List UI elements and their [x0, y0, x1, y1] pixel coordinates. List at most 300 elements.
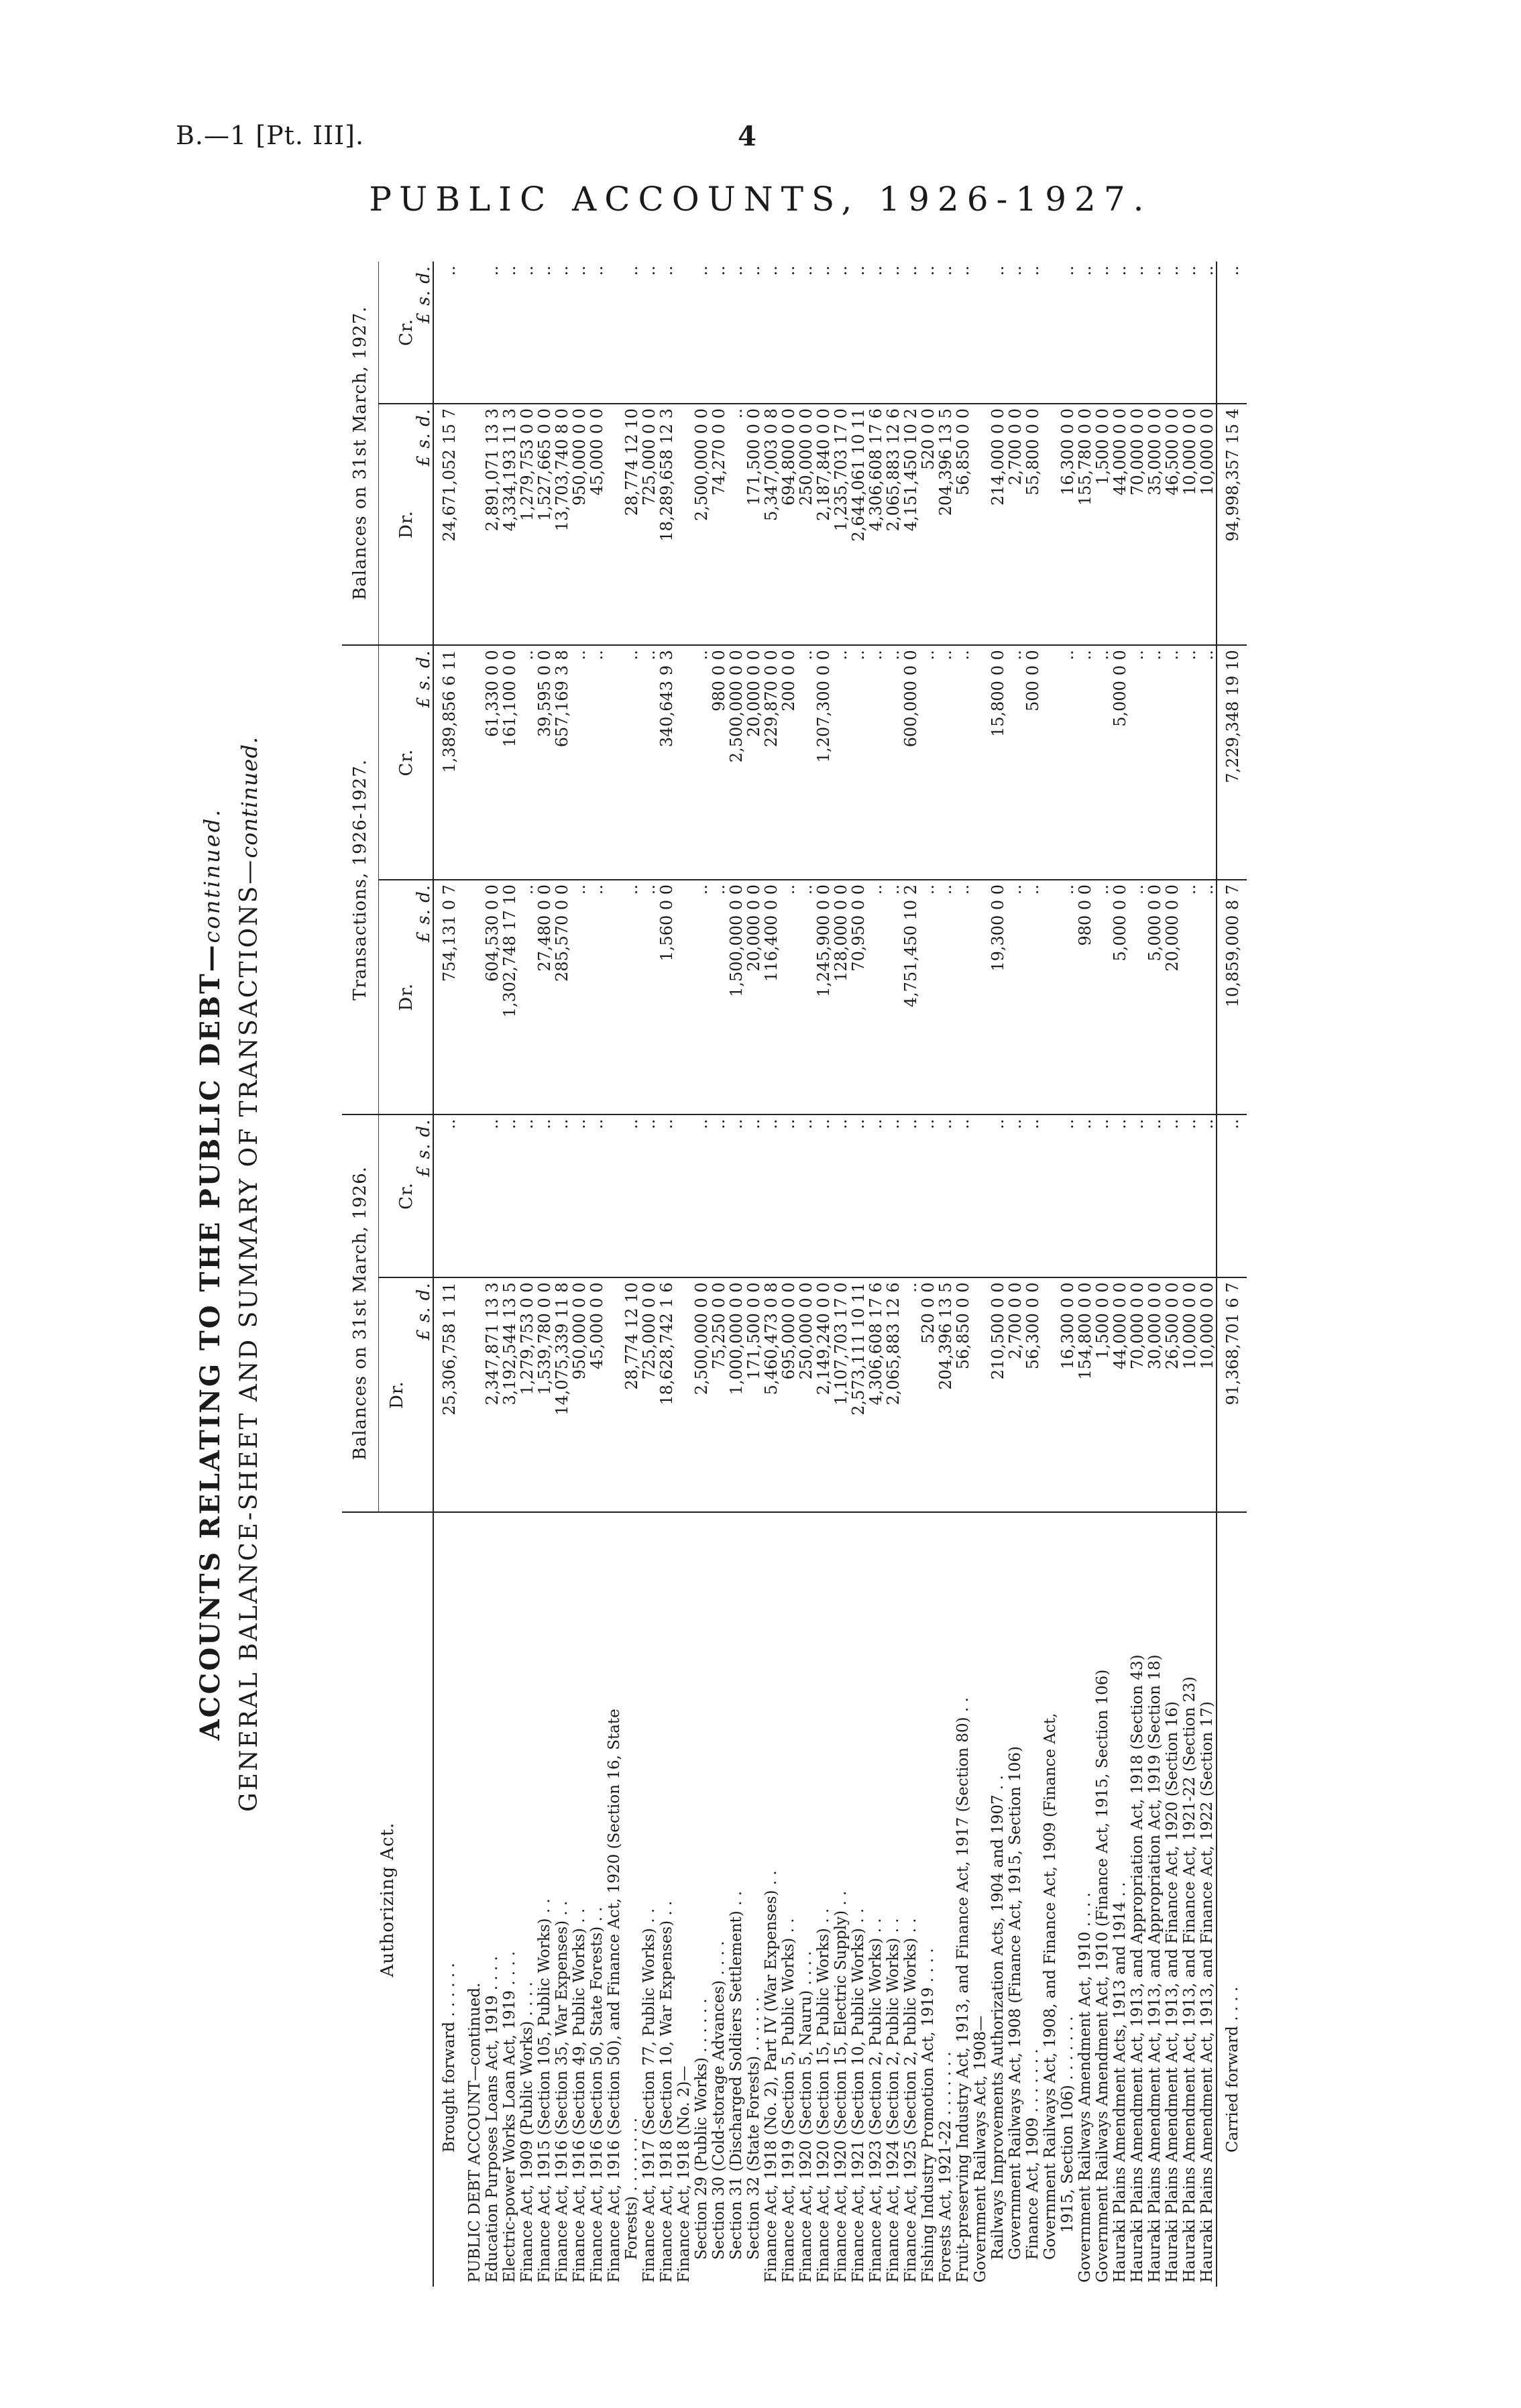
bal-1926-dr-cell — [675, 1277, 693, 1512]
table-row — [693, 262, 710, 2287]
col-header-cr: Cr. — [379, 1114, 416, 1278]
bal-1927-dr-cell: 1,279,753 0 0 — [518, 404, 536, 645]
bal-1926-dr-cell: 25,306,758 1 11 — [433, 1277, 466, 1512]
trans-cr-cell: 15,800 0 0 — [989, 645, 1007, 880]
authorizing-act-cell: 1915, Section 106) . . . . . . . — [1059, 2016, 1076, 2233]
trans-dr-cell: .. — [571, 880, 588, 1114]
trans-dr-cell: 19,300 0 0 — [989, 880, 1007, 1114]
trans-dr-cell: .. — [1007, 880, 1024, 1114]
bal-1927-dr-cell: 214,000 0 0 — [989, 404, 1007, 645]
table-row — [1164, 262, 1181, 2287]
bal-1927-cr-cell: .. — [780, 262, 797, 404]
table-heading — [194, 262, 263, 2287]
bal-1926-dr-cell: 75,250 0 0 — [710, 1277, 728, 1512]
bal-1927-cr-cell: .. — [815, 262, 832, 404]
authorizing-act-cell: Government Railways Act, 1908 (Finance Act, 1915, Section 106) — [1007, 1745, 1024, 2260]
bal-1926-dr-cell: 28,774 12 10 — [623, 1277, 640, 1512]
trans-dr-cell: .. — [1094, 880, 1111, 1114]
bal-1926-dr-cell: 30,000 0 0 — [1146, 1277, 1164, 1512]
bal-1927-dr-cell: 44,000 0 0 — [1111, 404, 1129, 645]
authorizing-act-cell: Hauraki Plains Amendment Act, 1913, and Appropriation Act, 1919 (Section 18) — [1146, 1654, 1164, 2283]
trans-dr-cell: 1,302,748 17 10 — [501, 880, 518, 1114]
trans-cr-cell: .. — [1198, 645, 1217, 880]
trans-dr-cell: .. — [1181, 880, 1198, 1114]
table-row — [623, 262, 640, 2287]
bal-1927-cr-cell: .. — [850, 262, 867, 404]
trans-dr-cell: 116,400 0 0 — [763, 880, 780, 1114]
bal-1927-cr-cell: .. — [710, 262, 728, 404]
trans-dr-cell: 1,500,000 0 0 — [728, 880, 745, 1114]
table-row — [571, 262, 588, 2287]
bal-1927-cr-cell: .. — [1181, 262, 1198, 404]
bal-1927-cr-cell: .. — [640, 262, 658, 404]
bal-1927-dr-cell: 725,000 0 0 — [640, 404, 658, 645]
table-row — [1094, 262, 1111, 2287]
authorizing-act-cell: Finance Act, 1917 (Section 77, Public Works) . . — [640, 1908, 658, 2283]
section-heading-row — [675, 262, 693, 2287]
bal-1926-cr-cell — [675, 1114, 693, 1278]
trans-cr-cell: .. — [640, 645, 658, 880]
bal-1927-cr-cell: .. — [989, 262, 1007, 404]
bal-1927-dr-cell: 18,289,658 12 3 — [658, 404, 675, 645]
authorizing-act-cell: Finance Act, 1918 (Section 10, War Expenses) . . — [658, 1900, 675, 2283]
bal-1926-dr-cell: 56,300 0 0 — [1024, 1277, 1041, 1512]
bal-1927-dr-cell: 4,151,450 10 2 — [902, 404, 919, 645]
trans-cr-cell — [972, 645, 989, 880]
bal-1926-cr-cell: .. — [815, 1114, 832, 1278]
bal-1926-cr-cell — [1041, 1114, 1059, 1278]
trans-cr-cell: .. — [518, 645, 536, 880]
bal-1927-dr-cell: 56,850 0 0 — [954, 404, 972, 645]
bal-1927-dr-cell: 45,000 0 0 — [588, 404, 606, 645]
bal-1926-cr-cell: .. — [1111, 1114, 1129, 1278]
bal-1927-dr-cell: 2,644,061 10 11 — [850, 404, 867, 645]
col-header-balances-1926: Balances on 31st March, 1926. — [342, 1114, 379, 1512]
bal-1926-cr-cell: .. — [885, 1114, 902, 1278]
bal-1926-dr-cell: 4,306,608 17 6 — [867, 1277, 885, 1512]
bal-1927-cr-cell: .. — [728, 262, 745, 404]
bal-1926-cr-cell: .. — [780, 1114, 797, 1278]
bal-1926-dr-cell: 725,000 0 0 — [640, 1277, 658, 1512]
col-header-dr: Dr. — [379, 880, 416, 1114]
col-header-balances-1927: Balances on 31st March, 1927. — [342, 262, 379, 645]
authorizing-act-cell: Finance Act, 1916 (Section 49, Public Works) . . — [571, 1908, 588, 2283]
bal-1926-cr-cell: .. — [693, 1114, 710, 1278]
bal-1927-cr-cell: .. — [1059, 262, 1076, 404]
trans-dr-cell: .. — [954, 880, 972, 1114]
trans-dr-cell: 285,570 0 0 — [553, 880, 571, 1114]
trans-dr-cell: 1,245,900 0 0 — [815, 880, 832, 1114]
bal-1927-dr-cell: 2,700 0 0 — [1007, 404, 1024, 645]
authorizing-act-cell: Electric-power Works Loan Act, 1919 . . . . — [501, 1951, 518, 2283]
trans-cr-cell — [606, 645, 623, 880]
trans-cr-cell: .. — [1076, 645, 1094, 880]
bal-1927-dr-cell — [1041, 404, 1059, 645]
bal-1926-dr-cell: 171,500 0 0 — [745, 1277, 763, 1512]
authorizing-act-cell: Forests Act, 1921-22 . . . . . . . — [937, 2051, 954, 2283]
table-row — [640, 262, 658, 2287]
bal-1926-dr-cell: 18,628,742 1 6 — [658, 1277, 675, 1512]
col-header-cr: Cr. — [379, 262, 416, 404]
trans-cr-cell: 980 0 0 — [710, 645, 728, 880]
trans-cr-cell: .. — [937, 645, 954, 880]
section-heading-row — [972, 262, 989, 2287]
bal-1927-cr-cell: .. — [1076, 262, 1094, 404]
bal-1927-dr-cell: 35,000 0 0 — [1146, 404, 1164, 645]
bal-1927-cr-cell: .. — [745, 262, 763, 404]
total-bal-1927-cr: .. — [1217, 262, 1247, 404]
authorizing-act-cell: Hauraki Plains Amendment Act, 1913, and Finance Act, 1922 (Section 17) — [1198, 1701, 1216, 2283]
page-title: PUBLIC ACCOUNTS, 1926-1927. — [369, 180, 1152, 219]
authorizing-act-cell: Finance Act, 1909 (Public Works) . . . . — [518, 1982, 536, 2283]
authorizing-act-cell: Fruit-preserving Industry Act, 1913, and Finance Act, 1917 (Section 80) . . — [954, 1697, 972, 2283]
bal-1927-dr-cell: 950,000 0 0 — [571, 404, 588, 645]
trans-cr-cell: .. — [588, 645, 606, 880]
bal-1926-dr-cell: 1,107,703 17 0 — [832, 1277, 850, 1512]
trans-cr-cell: 61,330 0 0 — [484, 645, 501, 880]
unit-label: £ s. d. — [415, 1114, 433, 1278]
bal-1926-cr-cell: .. — [1076, 1114, 1094, 1278]
unit-label: £ s. d. — [415, 262, 433, 404]
bal-1927-dr-cell — [675, 404, 693, 645]
authorizing-act-cell: Government Railways Amendment Act, 1910 . . . . — [1076, 1892, 1094, 2283]
authorizing-act-cell: Finance Act, 1921 (Section 10, Public Works) . . — [850, 1908, 867, 2283]
trans-cr-cell: .. — [571, 645, 588, 880]
table-row — [1181, 262, 1198, 2287]
col-header-cr: Cr. — [379, 645, 416, 880]
trans-dr-cell: 4,751,450 10 2 — [902, 880, 919, 1114]
trans-cr-cell: .. — [954, 645, 972, 880]
authorizing-act-cell: Finance Act, 1909 . . . . . . . — [1024, 2049, 1041, 2260]
trans-cr-cell: .. — [1146, 645, 1164, 880]
bal-1927-dr-cell: 155,780 0 0 — [1076, 404, 1094, 645]
table-row — [1111, 262, 1129, 2287]
bal-1926-dr-cell: 44,000 0 0 — [1111, 1277, 1129, 1512]
bal-1926-cr-cell: .. — [902, 1114, 919, 1278]
trans-dr-cell — [466, 880, 484, 1114]
trans-cr-cell: 229,870 0 0 — [763, 645, 780, 880]
bal-1927-dr-cell: 694,800 0 0 — [780, 404, 797, 645]
bal-1927-dr-cell — [606, 404, 623, 645]
trans-dr-cell — [1041, 880, 1059, 1114]
trans-dr-cell — [606, 880, 623, 1114]
table-row — [1076, 262, 1094, 2287]
authorizing-act-cell: Fishing Industry Promotion Act, 1919 . . . . — [919, 1948, 937, 2283]
bal-1927-cr-cell: .. — [1164, 262, 1181, 404]
authorizing-act-cell: Finance Act, 1923 (Section 2, Public Works) . . — [867, 1918, 885, 2283]
bal-1927-cr-cell: .. — [937, 262, 954, 404]
bal-1927-dr-cell: .. — [728, 404, 745, 645]
authorizing-act-cell: Finance Act, 1920 (Section 15, Public Works) . . — [815, 1908, 832, 2283]
table-row — [763, 262, 780, 2287]
bal-1927-cr-cell: .. — [797, 262, 815, 404]
bal-1927-dr-cell: 70,000 0 0 — [1129, 404, 1146, 645]
bal-1926-cr-cell: .. — [1146, 1114, 1164, 1278]
trans-dr-cell: .. — [710, 880, 728, 1114]
table-row — [780, 262, 797, 2287]
bal-1927-dr-cell: 13,703,740 8 0 — [553, 404, 571, 645]
bal-1927-cr-cell: .. — [763, 262, 780, 404]
public-debt-table — [342, 262, 1247, 2287]
authorizing-act-cell: Finance Act, 1924 (Section 2, Public Works) . . — [885, 1918, 902, 2283]
bal-1926-cr-cell: .. — [745, 1114, 763, 1278]
authorizing-act-cell: Hauraki Plains Amendment Act, 1913, and Finance Act, 1921-22 (Section 23) — [1181, 1676, 1198, 2283]
trans-cr-cell: 1,207,300 0 0 — [815, 645, 832, 880]
bal-1927-dr-cell: 520 0 0 — [919, 404, 937, 645]
bal-1927-dr-cell: 24,671,052 15 7 — [433, 404, 466, 645]
bal-1927-cr-cell: .. — [433, 262, 466, 404]
bal-1927-cr-cell: .. — [658, 262, 675, 404]
trans-dr-cell: .. — [885, 880, 902, 1114]
unit-label: £ s. d. — [415, 1277, 433, 1512]
rotated-table-panel — [181, 262, 1382, 2287]
trans-dr-cell: .. — [1129, 880, 1146, 1114]
bal-1927-cr-cell: .. — [536, 262, 553, 404]
table-row — [745, 262, 763, 2287]
table-row — [850, 262, 867, 2287]
bal-1926-dr-cell — [466, 1277, 484, 1512]
section-heading-row — [1041, 262, 1059, 2287]
table-row — [832, 262, 850, 2287]
bal-1926-dr-cell: 45,000 0 0 — [588, 1277, 606, 1512]
table-row — [1007, 262, 1024, 2287]
authorizing-act-cell: Forests) . . . . . . . . — [623, 2118, 640, 2260]
bal-1926-cr-cell: .. — [1094, 1114, 1111, 1278]
bal-1927-dr-cell: 4,306,608 17 6 — [867, 404, 885, 645]
bal-1926-dr-cell: 2,700 0 0 — [1007, 1277, 1024, 1512]
table-row — [710, 262, 728, 2287]
bal-1926-dr-cell: 250,000 0 0 — [797, 1277, 815, 1512]
trans-cr-cell: 340,643 9 3 — [658, 645, 675, 880]
bal-1926-dr-cell — [1041, 1277, 1059, 1512]
trans-dr-cell: 604,530 0 0 — [484, 880, 501, 1114]
bal-1926-dr-cell: 695,000 0 0 — [780, 1277, 797, 1512]
trans-cr-cell: 5,000 0 0 — [1111, 645, 1129, 880]
bal-1926-cr-cell: .. — [536, 1114, 553, 1278]
authorizing-act-cell: Hauraki Plains Amendment Acts, 1913 and 1914 . . — [1111, 1882, 1129, 2283]
bal-1927-cr-cell: .. — [623, 262, 640, 404]
bal-1926-dr-cell: 2,065,883 12 6 — [885, 1277, 902, 1512]
bal-1926-dr-cell: 2,500,000 0 0 — [693, 1277, 710, 1512]
trans-dr-cell: .. — [780, 880, 797, 1114]
authorizing-act-cell: Finance Act, 1925 (Section 2, Public Works) . . — [902, 1918, 919, 2283]
unit-label: £ s. d. — [415, 645, 433, 880]
trans-dr-cell: .. — [640, 880, 658, 1114]
total-bal-1927-dr: 94,998,357 15 4 — [1217, 404, 1247, 645]
table-row — [1129, 262, 1146, 2287]
bal-1927-cr-cell: .. — [553, 262, 571, 404]
authorizing-act-cell: Finance Act, 1916 (Section 50, State Forests) . . — [588, 1906, 606, 2283]
bal-1927-dr-cell: 10,000 0 0 — [1198, 404, 1217, 645]
bal-1927-dr-cell: 74,270 0 0 — [710, 404, 728, 645]
trans-dr-cell: 5,000 0 0 — [1146, 880, 1164, 1114]
bal-1926-dr-cell: 70,000 0 0 — [1129, 1277, 1146, 1512]
bal-1927-cr-cell: .. — [832, 262, 850, 404]
trans-cr-cell: .. — [1094, 645, 1111, 880]
section-heading-row — [466, 262, 484, 2287]
bal-1927-cr-cell: .. — [919, 262, 937, 404]
trans-dr-cell: .. — [623, 880, 640, 1114]
bal-1926-dr-cell: 2,149,240 0 0 — [815, 1277, 832, 1512]
bal-1927-dr-cell: 1,527,665 0 0 — [536, 404, 553, 645]
bal-1926-dr-cell: 3,192,544 13 5 — [501, 1277, 518, 1512]
trans-dr-cell: 1,560 0 0 — [658, 880, 675, 1114]
table-row — [433, 262, 466, 2287]
bal-1926-dr-cell: 10,000 0 0 — [1181, 1277, 1198, 1512]
bal-1926-cr-cell: .. — [954, 1114, 972, 1278]
bal-1926-dr-cell: 2,347,871 13 3 — [484, 1277, 501, 1512]
bal-1926-cr-cell: .. — [763, 1114, 780, 1278]
bal-1926-cr-cell: .. — [867, 1114, 885, 1278]
trans-dr-cell: .. — [1198, 880, 1217, 1114]
bal-1927-cr-cell — [675, 262, 693, 404]
bal-1926-cr-cell: .. — [640, 1114, 658, 1278]
bal-1927-dr-cell: 171,500 0 0 — [745, 404, 763, 645]
table-row — [1059, 262, 1076, 2287]
bal-1926-cr-cell: .. — [658, 1114, 675, 1278]
trans-cr-cell: .. — [850, 645, 867, 880]
trans-cr-cell: .. — [623, 645, 640, 880]
bal-1927-dr-cell: 1,235,703 17 0 — [832, 404, 850, 645]
bal-1927-cr-cell: .. — [885, 262, 902, 404]
total-trans-dr: 10,859,000 8 7 — [1217, 880, 1247, 1114]
table-row — [728, 262, 745, 2287]
bal-1927-cr-cell: .. — [484, 262, 501, 404]
col-header-dr: Dr. — [379, 1277, 416, 1512]
trans-dr-cell: .. — [693, 880, 710, 1114]
bal-1926-cr-cell: .. — [1007, 1114, 1024, 1278]
trans-cr-cell — [675, 645, 693, 880]
trans-dr-cell: .. — [1024, 880, 1041, 1114]
bal-1926-dr-cell: 1,500 0 0 — [1094, 1277, 1111, 1512]
subtitle-text: GENERAL BALANCE-SHEET AND SUMMARY OF TRANSACTIONS— — [235, 858, 263, 1812]
bal-1926-dr-cell — [606, 1277, 623, 1512]
authorizing-act-cell: Finance Act, 1915 (Section 105, Public Works) . . — [536, 1898, 553, 2283]
bal-1927-dr-cell: 10,000 0 0 — [1181, 404, 1198, 645]
table-row — [501, 262, 518, 2287]
unit-label: £ s. d. — [415, 404, 433, 645]
trans-cr-cell: 1,389,856 6 11 — [433, 645, 466, 880]
bal-1926-dr-cell: 1,539,780 0 0 — [536, 1277, 553, 1512]
authorizing-act-cell: Finance Act, 1916 (Section 50), and Finance Act, 1920 (Section 16, State — [606, 1709, 623, 2283]
bal-1927-cr-cell: .. — [1094, 262, 1111, 404]
trans-cr-cell — [1041, 645, 1059, 880]
bal-1926-dr-cell: 16,300 0 0 — [1059, 1277, 1076, 1512]
bal-1927-dr-cell: 55,800 0 0 — [1024, 404, 1041, 645]
trans-dr-cell: 5,000 0 0 — [1111, 880, 1129, 1114]
total-label: Carried forward . . . . — [1217, 1512, 1247, 2287]
bal-1926-cr-cell: .. — [710, 1114, 728, 1278]
trans-dr-cell: .. — [588, 880, 606, 1114]
bal-1927-dr-cell: 2,187,840 0 0 — [815, 404, 832, 645]
trans-dr-cell: .. — [937, 880, 954, 1114]
trans-cr-cell: .. — [832, 645, 850, 880]
trans-cr-cell: 20,000 0 0 — [745, 645, 763, 880]
trans-dr-cell: .. — [797, 880, 815, 1114]
table-row — [1146, 262, 1164, 2287]
page-number: 4 — [738, 121, 756, 152]
accounts-title — [194, 262, 226, 2287]
bal-1927-cr-cell: .. — [867, 262, 885, 404]
total-trans-cr: 7,229,348 19 10 — [1217, 645, 1247, 880]
trans-dr-cell: 20,000 0 0 — [1164, 880, 1181, 1114]
bal-1926-cr-cell: .. — [1059, 1114, 1076, 1278]
bal-1927-cr-cell: .. — [1146, 262, 1164, 404]
authorizing-act-cell: Section 32 (State Forests) . . . . . . — [745, 1997, 763, 2260]
bal-1927-dr-cell: 204,396 13 5 — [937, 404, 954, 645]
authorizing-act-cell: Hauraki Plains Amendment Act, 1913, and Finance Act, 1920 (Section 16) — [1164, 1701, 1181, 2283]
bal-1926-cr-cell: .. — [728, 1114, 745, 1278]
trans-dr-cell: .. — [867, 880, 885, 1114]
authorizing-act-cell: Railways Improvements Authorization Acts, 1904 and 1907 . . — [989, 1775, 1007, 2260]
col-header-authorizing-act: Authorizing Act. — [377, 1822, 398, 1977]
bal-1926-cr-cell: .. — [919, 1114, 937, 1278]
subtitle-cont: continued. — [237, 736, 262, 858]
table-row — [919, 262, 937, 2287]
trans-cr-cell: .. — [693, 645, 710, 880]
bal-1926-dr-cell: 14,075,339 11 8 — [553, 1277, 571, 1512]
authorizing-act-cell: Hauraki Plains Amendment Act, 1913, and Appropriation Act, 1918 (Section 43) — [1129, 1654, 1146, 2283]
bal-1927-dr-cell: 2,891,071 13 3 — [484, 404, 501, 645]
trans-cr-cell: .. — [1007, 645, 1024, 880]
col-header-transactions: Transactions, 1926-1927. — [342, 645, 379, 1114]
authorizing-act-cell: Finance Act, 1916 (Section 35, War Expenses) . . — [553, 1900, 571, 2283]
bal-1926-cr-cell — [466, 1114, 484, 1278]
bal-1927-cr-cell — [972, 262, 989, 404]
bal-1926-dr-cell — [972, 1277, 989, 1512]
table-row — [902, 262, 919, 2287]
authorizing-act-cell: PUBLIC DEBT ACCOUNT—continued. — [466, 1982, 484, 2283]
bal-1926-dr-cell: .. — [902, 1277, 919, 1512]
table-row — [954, 262, 972, 2287]
bal-1926-cr-cell: .. — [832, 1114, 850, 1278]
bal-1927-cr-cell: .. — [518, 262, 536, 404]
table-row — [885, 262, 902, 2287]
trans-dr-cell: 20,000 0 0 — [745, 880, 763, 1114]
bal-1926-cr-cell: .. — [433, 1114, 466, 1278]
trans-cr-cell: 500 0 0 — [1024, 645, 1041, 880]
bal-1926-dr-cell: 154,800 0 0 — [1076, 1277, 1094, 1512]
bal-1927-cr-cell — [606, 262, 623, 404]
bal-1926-cr-cell: .. — [484, 1114, 501, 1278]
table-row — [588, 262, 606, 2287]
trans-dr-cell: 27,480 0 0 — [536, 880, 553, 1114]
col-header-dr: Dr. — [379, 404, 416, 645]
bal-1927-cr-cell: .. — [1111, 262, 1129, 404]
table-row — [484, 262, 501, 2287]
bal-1926-cr-cell: .. — [518, 1114, 536, 1278]
trans-cr-cell: 39,595 0 0 — [536, 645, 553, 880]
bal-1926-cr-cell: .. — [1024, 1114, 1041, 1278]
trans-cr-cell: .. — [1129, 645, 1146, 880]
accounts-title-text: ACCOUNTS RELATING TO THE PUBLIC DEBT— — [194, 943, 226, 1741]
bal-1926-dr-cell: 1,000,000 0 0 — [728, 1277, 745, 1512]
bal-1926-dr-cell: 5,460,473 0 8 — [763, 1277, 780, 1512]
table-row — [518, 262, 536, 2287]
bal-1927-cr-cell: .. — [1024, 262, 1041, 404]
table-row — [536, 262, 553, 2287]
bal-1927-dr-cell: 46,500 0 0 — [1164, 404, 1181, 645]
bal-1926-cr-cell: .. — [1129, 1114, 1146, 1278]
bal-1926-cr-cell: .. — [1164, 1114, 1181, 1278]
balance-sheet-subtitle — [235, 262, 263, 2287]
trans-dr-cell — [972, 880, 989, 1114]
trans-dr-cell: 70,950 0 0 — [850, 880, 867, 1114]
table-row — [1024, 262, 1041, 2287]
bal-1926-cr-cell: .. — [501, 1114, 518, 1278]
bal-1926-dr-cell: 204,396 13 5 — [937, 1277, 954, 1512]
trans-dr-cell: .. — [919, 880, 937, 1114]
